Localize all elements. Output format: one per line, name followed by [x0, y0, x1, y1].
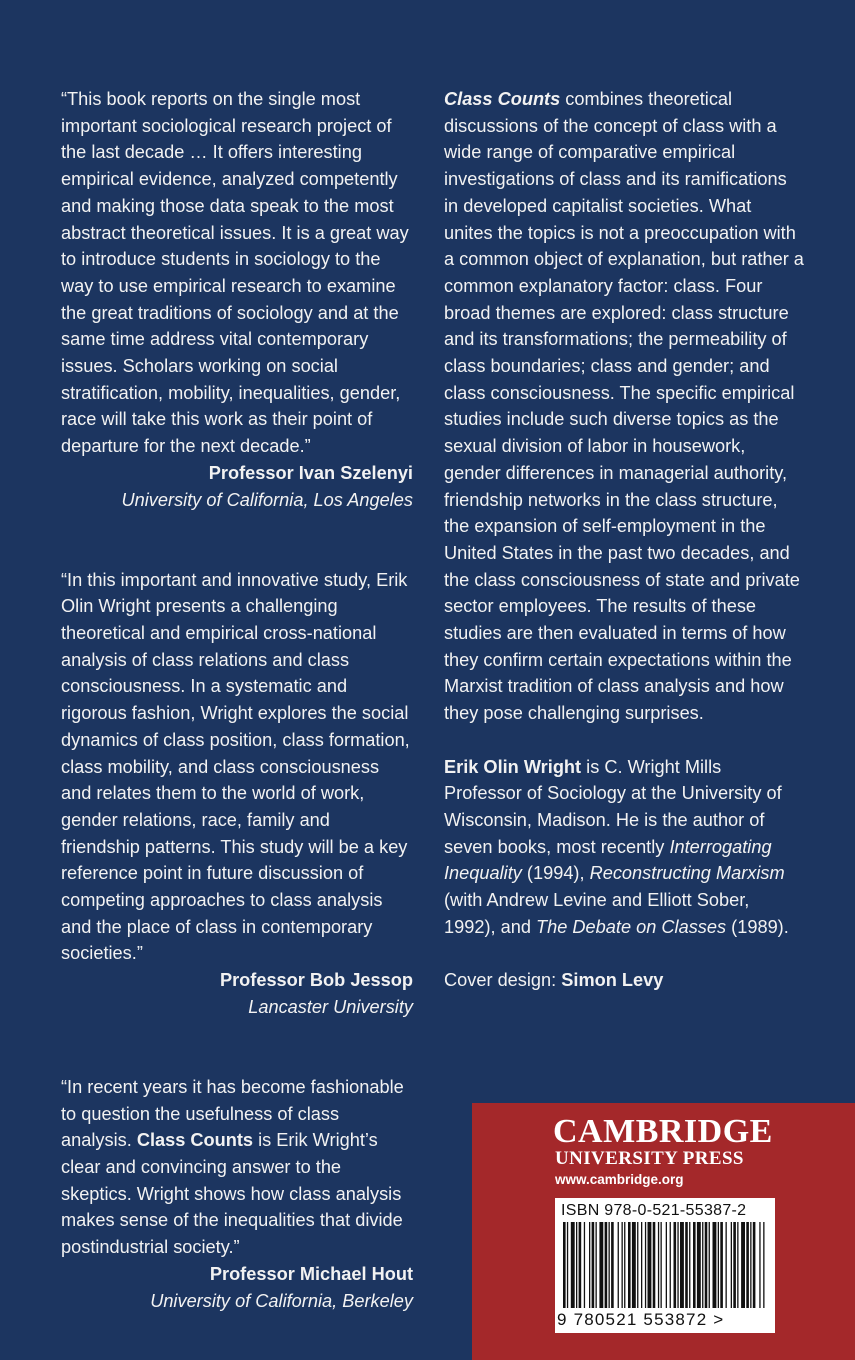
- barcode: [555, 1198, 775, 1333]
- book-title: Class Counts: [136, 1130, 254, 1151]
- publisher-url: www.cambridge.org: [555, 1172, 684, 1187]
- testimonial-affiliation: University of California, Los Angeles: [121, 489, 413, 510]
- testimonial-quote: “This book reports on the single most important sociological research project of the last decade … It offers interesting empirical evidence, analyzed competently and making those data speak to the most abstract theoretical issues. It is a great way to introduce students in sociology to the way to use empirical research to examine the great traditions of sociology and at the same time address vital contemporary issues. Scholars working on social stratification, mobility, inequalities, gender, race will take this work as their point of departure for the next decade.”: [61, 89, 409, 457]
- testimonials-column: [61, 86, 413, 1314]
- description-text: combines theoretical discussions of the concept of class with a wide range of comparative empirical investigations of class and its ramifications in developed capitalist societies. What unites the topics is not a preoccupation with a common object of explanation, but rather a common explanatory factor: class. Four broad themes are explored: class structure and its transformations; the permeability of class boundaries; class and gender; and class consciousness. The specific empirical studies include such diverse topics as the sexual division of labor in housework, gender differences in managerial authority, friendship networks in the class structure, the expansion of self-employment in the United States in the past two decades, and the class consciousness of state and private sector employees. The results of these studies are then evaluated in terms of how they confirm certain expectations within the Marxist tradition of class analysis and how they pose challenging surprises.: [444, 89, 804, 724]
- publisher-logo-name: CAMBRIDGE: [553, 1113, 773, 1150]
- testimonial-affiliation: Lancaster University: [248, 996, 413, 1017]
- isbn-label: ISBN 978-0-521-55387-2: [561, 1202, 747, 1219]
- testimonial-author: Professor Bob Jessop: [219, 970, 413, 991]
- credit-label: Cover design:: [444, 970, 562, 991]
- bio-text: (1994),: [521, 863, 590, 884]
- bio-text: (1989).: [726, 916, 789, 937]
- cover-design-credit: [444, 967, 804, 994]
- book-title: Class Counts: [444, 89, 561, 109]
- testimonial-hout: [61, 1074, 413, 1314]
- designer-name: Simon Levy: [561, 970, 664, 991]
- publisher-logo-press: UNIVERSITY PRESS: [555, 1148, 744, 1169]
- bio-text: is C. Wright Mills Professor of Sociology at the University of Wisconsin, Madison. He is the author of seven books, most recently: [444, 756, 782, 857]
- author-bio: [444, 754, 804, 941]
- testimonial-affiliation: University of California, Berkeley: [150, 1290, 413, 1311]
- book-title: The Debate on Classes: [536, 916, 727, 937]
- testimonial-author: Professor Michael Hout: [209, 1263, 413, 1284]
- quote-text: is Erik Wright’s clear and convincing answer to the skeptics. Wright shows how class analysis makes sense of the inequalities that divide postindustrial society.”: [61, 1130, 403, 1258]
- book-title: Interrogating Inequality: [444, 836, 772, 884]
- quote-text: “In recent years it has become fashionable to question the usefulness of class analysis.: [61, 1076, 404, 1151]
- testimonial-quote: “In this important and innovative study, Erik Olin Wright presents a challenging theoretical and empirical cross-national analysis of class relations and class consciousness. In a systematic and rigorous fashion, Wright explores the social dynamics of class position, class formation, class mobility, and class consciousness and relates them to the world of work, gender relations, race, family and friendship patterns. This study will be a key reference point in future discussion of competing approaches to class analysis and the place of class in contemporary societies.”: [61, 569, 410, 964]
- book-title: Reconstructing Marxism: [589, 863, 785, 884]
- testimonial-quote: [61, 1074, 413, 1261]
- book-description: [444, 86, 804, 727]
- testimonial-jessop: [61, 567, 413, 1021]
- testimonial-szelenyi: [61, 86, 413, 513]
- barcode-digits: 9 780521 553872 >: [557, 1310, 725, 1329]
- testimonial-author: Professor Ivan Szelenyi: [208, 462, 413, 483]
- barcode-bars: [559, 1222, 771, 1310]
- publisher-block: [472, 1103, 855, 1360]
- description-column: [444, 86, 804, 994]
- bio-text: (with Andrew Levine and Elliott Sober, 1992), and: [444, 890, 750, 937]
- author-name: Erik Olin Wright: [444, 756, 582, 777]
